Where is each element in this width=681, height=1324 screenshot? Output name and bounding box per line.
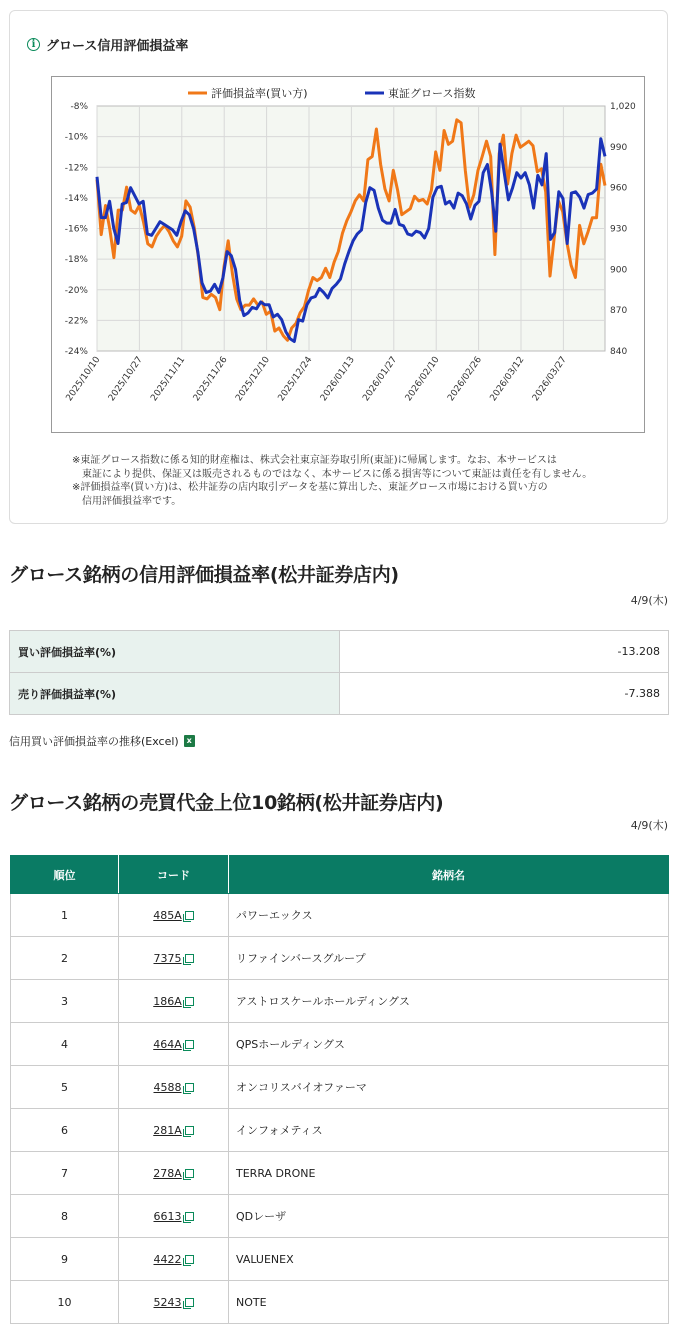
section-title-ranking: グロース銘柄の売買代金上位10銘柄(松井証券店内) [9, 792, 444, 814]
code-cell [119, 1066, 229, 1109]
y-left-tick-label: -18% [64, 255, 88, 266]
table-row [11, 1023, 669, 1066]
stock-code-link[interactable]: 281A [153, 1123, 182, 1137]
copy-icon[interactable] [185, 1040, 194, 1049]
table-row [11, 1152, 669, 1195]
stock-code-link[interactable]: 485A [153, 908, 182, 922]
stock-code-link[interactable]: 4588 [153, 1080, 182, 1094]
legend-label: 評価損益率(買い方) [211, 87, 308, 100]
ranking-table [10, 855, 669, 1324]
y-right-tick-label: 900 [610, 265, 628, 276]
header-rank: 順位 [11, 856, 119, 894]
x-tick-label: 2025/11/11 [149, 354, 188, 404]
buy-rate-label: 買い評価損益率(%) [10, 631, 340, 673]
x-tick-label: 2025/12/24 [276, 354, 315, 404]
sell-rate-value: -7.388 [340, 673, 669, 715]
table-header-row [11, 856, 669, 894]
table-row [11, 937, 669, 980]
note-line: 東証により提供、保証又は販売されるものではなく、本サービスに係る損害等について東証は責任を有しません。 [82, 468, 593, 480]
stock-name-cell: QDレーザ [229, 1195, 669, 1238]
legend-label: 東証グロース指数 [388, 87, 476, 100]
stock-name-cell: VALUENEX [229, 1238, 669, 1281]
y-right-tick-label: 960 [610, 183, 628, 194]
y-left-tick-label: -8% [70, 102, 88, 112]
x-tick-label: 2026/01/27 [361, 354, 400, 404]
y-left-tick-label: -12% [64, 163, 88, 174]
table-row [11, 1109, 669, 1152]
copy-icon[interactable] [185, 1126, 194, 1135]
excel-link-text[interactable]: 信用買い評価損益率の推移(Excel) [9, 735, 179, 748]
copy-icon[interactable] [185, 1298, 194, 1307]
code-cell [119, 1281, 229, 1324]
x-tick-label: 2026/01/13 [318, 354, 357, 404]
rank-cell: 8 [11, 1195, 119, 1238]
stock-code-link[interactable]: 4422 [153, 1252, 182, 1266]
y-left-tick-label: -10% [64, 132, 88, 143]
stock-name-cell: インフォメティス [229, 1109, 669, 1152]
x-tick-label: 2025/10/27 [106, 354, 145, 404]
buy-rate-value: -13.208 [340, 631, 669, 673]
stock-name-cell: QPSホールディングス [229, 1023, 669, 1066]
table-row [11, 894, 669, 937]
excel-download-link[interactable] [9, 733, 195, 749]
y-right-tick-label: 990 [610, 142, 628, 153]
table-row [11, 1195, 669, 1238]
y-right-tick-label: 1,020 [610, 102, 636, 112]
rank-cell: 9 [11, 1238, 119, 1281]
code-cell [119, 980, 229, 1023]
stock-code-link[interactable]: 464A [153, 1037, 182, 1051]
x-tick-label: 2026/02/10 [403, 354, 442, 404]
excel-icon[interactable]: x [184, 735, 195, 747]
copy-icon[interactable] [185, 1083, 194, 1092]
rank-cell: 4 [11, 1023, 119, 1066]
rank-cell: 3 [11, 980, 119, 1023]
card-title [27, 35, 188, 54]
code-cell [119, 894, 229, 937]
x-tick-label: 2025/12/10 [234, 354, 273, 404]
date-label: 4/9(木) [630, 819, 668, 832]
section-title-rate: グロース銘柄の信用評価損益率(松井証券店内) [9, 564, 399, 586]
x-tick-label: 2026/02/26 [446, 354, 485, 404]
copy-icon[interactable] [185, 1169, 194, 1178]
rank-cell: 5 [11, 1066, 119, 1109]
stock-code-link[interactable]: 278A [153, 1166, 182, 1180]
rank-cell: 1 [11, 894, 119, 937]
stock-code-link[interactable]: 5243 [153, 1295, 182, 1309]
rank-cell: 6 [11, 1109, 119, 1152]
stock-code-link[interactable]: 7375 [153, 951, 182, 965]
note-line: ※評価損益率(買い方)は、松井証券の店内取引データを基に算出した、東証グロース市場における買い方の [72, 482, 548, 493]
y-left-tick-label: -14% [64, 193, 88, 204]
copy-icon[interactable] [185, 954, 194, 963]
date-label: 4/9(木) [630, 594, 668, 607]
x-tick-label: 2025/11/26 [191, 354, 230, 404]
chart-notes [72, 454, 592, 508]
code-cell [119, 937, 229, 980]
info-icon[interactable]: i [27, 38, 40, 51]
table-row [10, 631, 669, 673]
table-row [11, 1238, 669, 1281]
stock-code-link[interactable]: 6613 [153, 1209, 182, 1223]
y-right-tick-label: 840 [610, 347, 628, 357]
y-left-tick-label: -16% [64, 224, 88, 235]
chart-card [9, 10, 668, 524]
code-cell [119, 1238, 229, 1281]
copy-icon[interactable] [185, 911, 194, 920]
stock-name-cell: リファインバースグループ [229, 937, 669, 980]
header-name: 銘柄名 [229, 856, 669, 894]
code-cell [119, 1109, 229, 1152]
y-right-tick-label: 870 [610, 306, 628, 317]
stock-name-cell: オンコリスバイオファーマ [229, 1066, 669, 1109]
stock-name-cell: TERRA DRONE [229, 1152, 669, 1195]
y-left-tick-label: -22% [64, 316, 88, 327]
stock-name-cell: パワーエックス [229, 894, 669, 937]
code-cell [119, 1152, 229, 1195]
line-chart [52, 77, 646, 434]
rank-cell: 10 [11, 1281, 119, 1324]
y-left-tick-label: -20% [64, 285, 88, 296]
stock-name-cell: アストロスケールホールディングス [229, 980, 669, 1023]
stock-name-cell: NOTE [229, 1281, 669, 1324]
table-row [11, 1066, 669, 1109]
copy-icon[interactable] [185, 1255, 194, 1264]
x-tick-label: 2026/03/27 [530, 354, 569, 404]
table-row [10, 673, 669, 715]
x-tick-label: 2025/10/10 [64, 354, 103, 404]
card-title-text: グロース信用評価損益率 [46, 39, 189, 54]
copy-icon[interactable] [185, 997, 194, 1006]
note-line: 信用評価損益率です。 [82, 495, 182, 507]
rank-cell: 7 [11, 1152, 119, 1195]
y-left-tick-label: -24% [64, 347, 88, 357]
chart-frame [51, 76, 645, 433]
rank-cell: 2 [11, 937, 119, 980]
stock-code-link[interactable]: 186A [153, 994, 182, 1008]
header-code: コード [119, 856, 229, 894]
code-cell [119, 1195, 229, 1238]
note-line: ※東証グロース指数に係る知的財産権は、株式会社東京証券取引所(東証)に帰属します。なお、本サービスは [72, 455, 557, 466]
sell-rate-label: 売り評価損益率(%) [10, 673, 340, 715]
code-cell [119, 1023, 229, 1066]
rate-table [9, 630, 669, 715]
table-row [11, 1281, 669, 1324]
y-right-tick-label: 930 [610, 224, 628, 235]
copy-icon[interactable] [185, 1212, 194, 1221]
x-tick-label: 2026/03/12 [488, 354, 527, 404]
table-row [11, 980, 669, 1023]
